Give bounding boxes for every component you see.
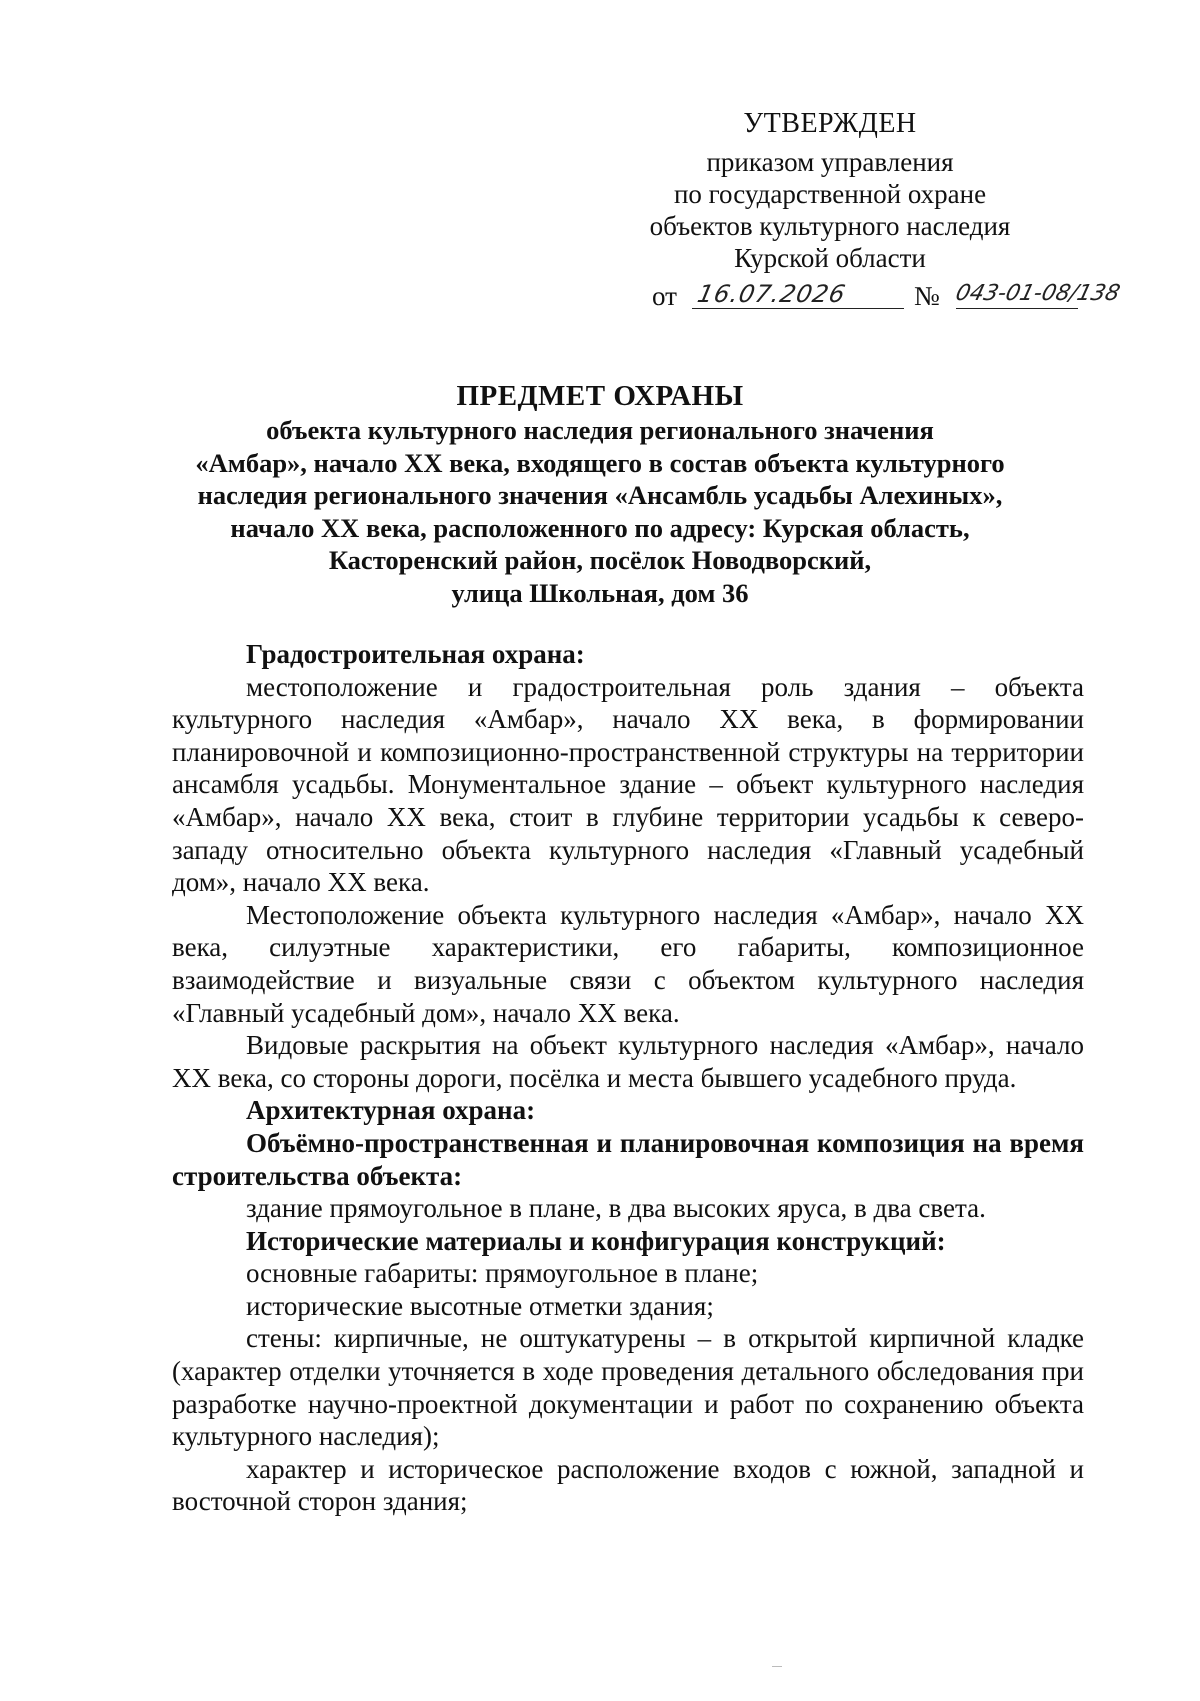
title-heading: ПРЕДМЕТ ОХРАНЫ <box>456 380 744 412</box>
approval-block <box>600 108 1123 322</box>
subsection-heading-composition: Объёмно-пространственная и планировочная композиция на время строительства объекта: <box>172 1127 1084 1191</box>
body-paragraph: здание прямоугольное в плане, в два высоких яруса, в два света. <box>246 1193 986 1224</box>
subsection-heading-materials: Исторические материалы и конфигурация конструкций: <box>246 1225 946 1256</box>
approval-line: объектов культурного наследия <box>649 211 1011 241</box>
body-paragraph: основные габариты: прямоугольное в плане; <box>246 1258 759 1289</box>
body-paragraph: местоположение и градостроительная роль здания – объекта культурного наследия «Амбар», начало XX века, в формировании планировочной и композиционно-пространственной структуры на территории ансамбля усадьбы. Монументальное здание – объект культурного наследия «Амбар», начало XX века, стоит в глубине территории усадьбы к северо-западу относительно объекта культурного наследия «Главный усадебный дом», начало XX века. <box>172 671 1084 898</box>
scan-mark <box>772 1666 782 1667</box>
number-sign: № <box>914 281 940 311</box>
approval-line: Курской области <box>734 243 926 273</box>
title-line: объекта культурного наследия регионального значения <box>266 415 934 445</box>
body-paragraph: стены: кирпичные, не оштукатурены – в открытой кирпичной кладке (характер отделки уточняется в ходе проведения детального обследования при разработке научно-проектной документации и работ по сохранению объекта культурного наследия); <box>172 1323 1084 1452</box>
order-date-number <box>600 278 1123 322</box>
handwritten-number: 043-01-08/138 <box>953 281 1123 306</box>
document-body <box>172 638 1084 1518</box>
handwritten-date: 16.07.2026 <box>695 280 849 308</box>
title-line: Касторенский район, посёлок Новодворский, <box>328 545 872 575</box>
body-paragraph: исторические высотные отметки здания; <box>246 1290 714 1321</box>
title-line: наследия регионального значения «Ансамбль усадьбы Алехиных», <box>197 480 1003 510</box>
body-paragraph: характер и историческое расположение входов с южной, западной и восточной сторон здания; <box>172 1453 1084 1517</box>
body-paragraph: Видовые раскрытия на объект культурного наследия «Амбар», начало XX века, со стороны дороги, посёлка и места бывшего усадебного пруда. <box>172 1030 1084 1093</box>
approval-line: приказом управления <box>706 147 954 177</box>
date-prefix: от <box>652 281 677 311</box>
title-line: «Амбар», начало XX века, входящего в состав объекта культурного <box>195 447 1005 478</box>
section-heading-architecture: Архитектурная охрана: <box>246 1095 536 1126</box>
approval-heading: УТВЕРЖДЕН <box>743 108 917 139</box>
section-heading-urban: Градостроительная охрана: <box>246 639 585 669</box>
approval-line: по государственной охране <box>673 179 987 209</box>
title-line: начало XX века, расположенного по адресу: Курская область, <box>230 512 970 543</box>
body-paragraph: Местоположение объекта культурного наследия «Амбар», начало XX века, силуэтные характеристики, его габариты, композиционное взаимодействие и визуальные связи с объектом культурного наследия «Главный усадебный дом», начало XX века. <box>172 899 1084 1028</box>
document-title <box>140 378 1060 609</box>
title-line: улица Школьная, дом 36 <box>451 577 749 608</box>
